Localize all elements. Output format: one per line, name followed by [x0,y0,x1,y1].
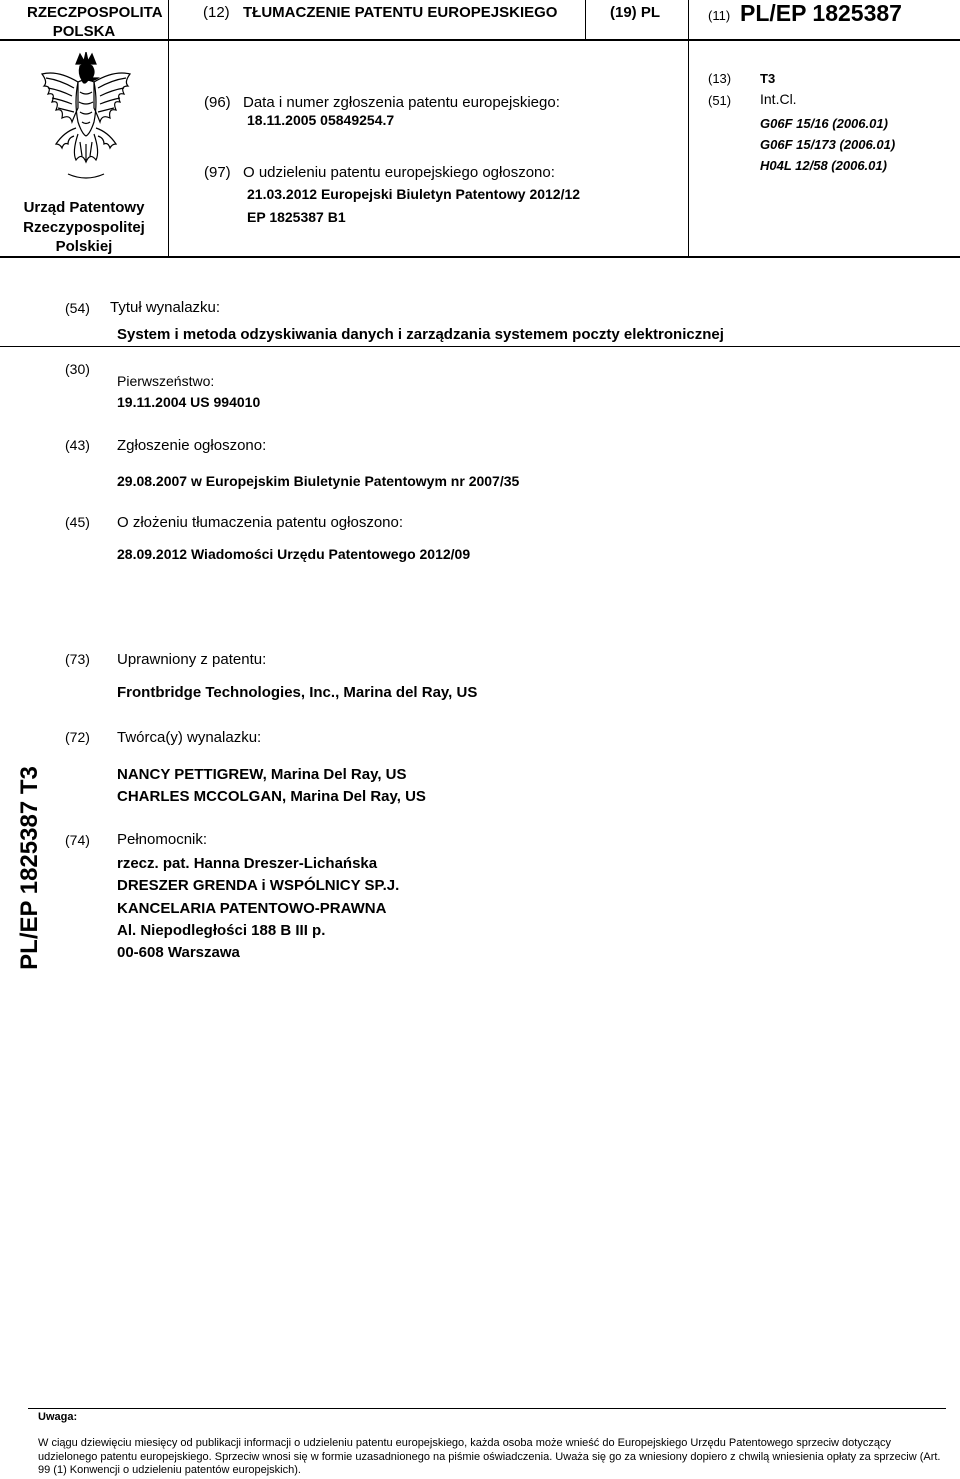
attorney-block [117,853,399,964]
side-patent-code: PL/EP 1825387 T3 [16,766,43,970]
inventor-item: CHARLES MCCOLGAN, Marina Del Ray, US [117,788,426,805]
field-51-label: Int.Cl. [760,91,797,107]
doc-type: TŁUMACZENIE PATENTU EUROPEJSKIEGO [243,4,558,21]
patent-number: PL/EP 1825387 [740,0,902,26]
field-97-value-2: EP 1825387 B1 [247,209,346,225]
country-name [27,3,163,41]
field-54-label: Tytuł wynalazku: [110,299,221,316]
office-line-2: Rzeczypospolitej [23,218,145,236]
header-divider [585,0,586,40]
office-line-3: Polskiej [55,238,113,255]
note-text: W ciągu dziewięciu miesięcy od publikacji informacji o udzieleniu patentu europejskiego, każda osoba może wnieść do Europejskiego Urzędu Patentowego sprzeciw dotyczący udzielonego patentu europejskiego. Sprzeciw wnosi się w formie uzasadnionego na piśmie oświadczenia. Uważa się go za wniesiony dopiero z chwilą wniesienia opłaty za sprzeciw (Art. 99 (1) Konwencji o udzieleniu patentów europejskich). [38,1437,941,1476]
field-73-label: Uprawniony z patentu: [117,651,267,668]
field-43-label: Zgłoszenie ogłoszono: [117,437,267,454]
header-rule [0,39,960,41]
doc-type-code: (12) [203,4,230,21]
attorney-line: rzecz. pat. Hanna Dreszer-Lichańska [117,855,378,872]
field-73-code: (73) [65,651,90,667]
field-96-label: Data i numer zgłoszenia patentu europejskiego: [243,94,560,111]
inventor-item: NANCY PETTIGREW, Marina Del Ray, US [117,766,407,783]
inventors-list [117,764,426,808]
attorney-line: KANCELARIA PATENTOWO-PRAWNA [117,899,387,917]
int-class-item: G06F 15/173 (2006.01) [760,137,896,152]
field-54-code: (54) [65,300,90,316]
field-72-label: Twórca(y) wynalazku: [117,729,262,746]
field-30-code: (30) [65,361,90,377]
note-rule [28,1408,946,1409]
int-class-item: G06F 15/16 (2006.01) [760,116,888,131]
invention-title: System i metoda odzyskiwania danych i zarządzania systemem poczty elektronicznej [117,326,724,343]
country-code: (19) PL [610,4,661,21]
country-line-1: RZECZPOSPOLITA [27,4,163,21]
int-class-item: H04L 12/58 (2006.01) [760,158,887,173]
field-74-code: (74) [65,832,90,848]
field-13-code: (13) [708,71,732,86]
attorney-line: 00-608 Warszawa [117,944,240,962]
field-51-code: (51) [708,93,732,108]
field-74-label: Pełnomocnik: [117,831,208,848]
field-45-label: O złożeniu tłumaczenia patentu ogłoszono: [117,514,404,531]
field-43-code: (43) [65,437,90,453]
field-97-value-1: 21.03.2012 Europejski Biuletyn Patentowy 2012/12 [247,186,581,202]
attorney-line: Al. Niepodległości 188 B III p. [117,921,326,939]
title-rule [0,346,960,347]
note-label: Uwaga: [38,1411,78,1423]
field-97-code: (97) [204,164,231,181]
attorney-line: DRESZER GRENDA i WSPÓLNICY SP.J. [117,877,400,895]
field-45-code: (45) [65,514,90,530]
country-line-2: POLSKA [52,23,116,40]
field-43-value: 29.08.2007 w Europejskim Biuletynie Patentowym nr 2007/35 [117,473,520,489]
field-73-value: Frontbridge Technologies, Inc., Marina del Ray, US [117,684,478,701]
office-name [20,198,148,257]
field-30-label: Pierwszeństwo: [117,373,215,389]
field-72-code: (72) [65,729,90,745]
eagle-emblem [38,52,134,192]
office-line-1: Urząd Patentowy [23,199,145,216]
field-13-value: T3 [760,71,776,86]
field-45-value: 28.09.2012 Wiadomości Urzędu Patentowego 2012/09 [117,546,471,562]
patent-code: (11) [708,8,731,23]
field-30-value: 19.11.2004 US 994010 [117,394,261,410]
field-96-value: 18.11.2005 05849254.7 [247,112,395,128]
field-96-code: (96) [204,94,231,111]
int-classes [760,113,895,176]
field-97-label: O udzieleniu patentu europejskiego ogłoszono: [243,164,555,181]
section-rule [0,256,960,258]
